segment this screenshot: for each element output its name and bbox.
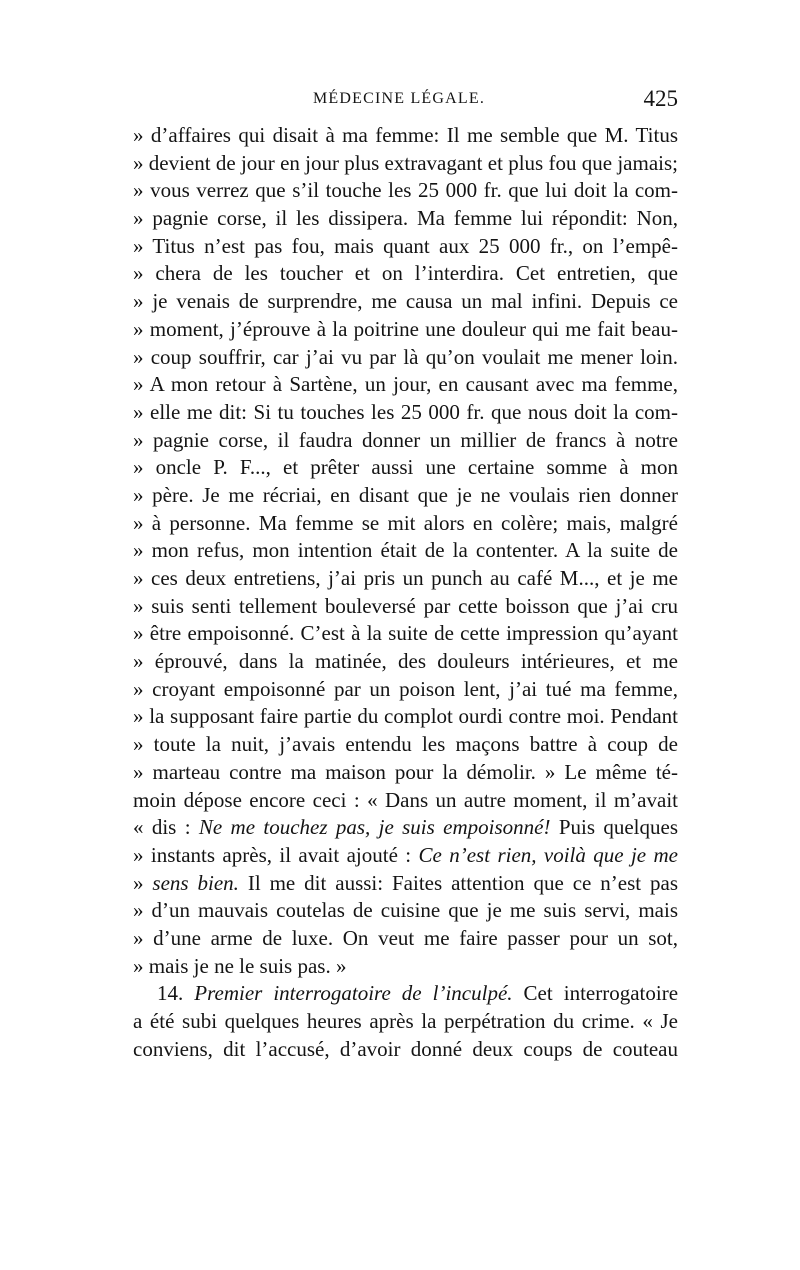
text-line [133, 260, 678, 288]
text-segment: a été subi quelques heures après la perpétration du crime. « Je [133, 1009, 678, 1033]
text-segment: » éprouvé, dans la matinée, des douleurs intérieures, et me [133, 649, 678, 674]
text-segment: » elle me dit: Si tu touches les 25 000 fr. que nous doit la com- [133, 399, 678, 424]
text-line [133, 150, 678, 178]
text-line [133, 510, 678, 538]
text-line [133, 205, 678, 233]
text-line [133, 1008, 678, 1036]
text-segment: » Titus n’est pas fou, mais quant aux 25 000 fr., on l’empê- [133, 233, 678, 258]
text-segment: » instants après, il avait ajouté : [133, 842, 419, 867]
text-segment: » coup souffrir, car j’ai vu par là qu’on voulait me mener loin. [133, 344, 678, 369]
text-line [133, 842, 678, 870]
text-segment: » suis senti tellement bouleversé par cette boisson que j’ai cru [133, 593, 678, 618]
text-segment: » être empoisonné. C’est à la suite de cette impression qu’ayant [133, 621, 678, 646]
text-segment: » [133, 870, 153, 895]
text-line [133, 1036, 678, 1064]
text-segment: » je venais de surprendre, me causa un mal infini. Depuis ce [133, 289, 678, 314]
italic-text: Premier interrogatoire de l’inculpé. [194, 981, 513, 1006]
text-segment: Cet interrogatoire [512, 981, 679, 1006]
text-segment: Puis quelques [550, 815, 678, 840]
text-segment: » mon refus, mon intention était de la contenter. A la suite de [133, 538, 678, 563]
text-segment: » la supposant faire partie du complot ourdi contre moi. Pendant [133, 704, 678, 729]
text-line [133, 620, 678, 648]
text-line [133, 454, 678, 482]
text-segment: » ces deux entretiens, j’ai pris un punch au café M..., et je me [133, 566, 678, 590]
text-segment: » oncle P. F..., et prêter aussi une certaine somme à mon [133, 455, 678, 480]
text-line [133, 122, 678, 150]
italic-text: Ce n’est rien, voilà que je me [418, 842, 678, 867]
text-segment: » mais je ne le suis pas. » [133, 953, 347, 978]
text-segment: » marteau contre ma maison pour la démolir. » Le même té- [133, 759, 678, 784]
text-segment: » père. Je me récriai, en disant que je ne voulais rien donner [133, 482, 678, 507]
running-title: MÉDECINE LÉGALE. [313, 90, 486, 107]
text-line [133, 980, 678, 1008]
text-segment: » moment, j’éprouve à la poitrine une douleur qui me fait beau- [133, 316, 678, 341]
text-segment: » devient de jour en jour plus extravagant et plus fou que jamais; [133, 150, 678, 175]
text-line [133, 953, 678, 981]
text-segment: moin dépose encore ceci : « Dans un autre moment, il m’avait [133, 787, 678, 812]
text-segment: » vous verrez que s’il touche les 25 000 fr. que lui doit la com- [133, 178, 678, 203]
text-line [133, 233, 678, 261]
text-line [133, 731, 678, 759]
text-line [133, 288, 678, 316]
text-line [133, 482, 678, 510]
text-line [133, 565, 678, 593]
text-segment: » pagnie corse, il faudra donner un millier de francs à notre [133, 427, 678, 452]
text-line [133, 814, 678, 842]
text-segment: » A mon retour à Sartène, un jour, en causant avec ma femme, [133, 372, 678, 397]
text-segment: » croyant empoisonné par un poison lent, j’ai tué ma femme, [133, 676, 678, 701]
text-segment: » d’un mauvais coutelas de cuisine que je me suis servi, mais [133, 898, 678, 923]
text-line [133, 399, 678, 427]
text-line [133, 703, 678, 731]
text-segment: 14. [157, 981, 195, 1006]
text-segment: Il me dit aussi: Faites attention que ce n’est pas [238, 870, 679, 895]
page-number: 425 [643, 86, 678, 111]
text-line [133, 537, 678, 565]
text-segment: » à personne. Ma femme se mit alors en colère; mais, malgré [133, 510, 678, 535]
text-segment: » d’une arme de luxe. On veut me faire passer pour un sot, [133, 925, 678, 950]
text-line [133, 177, 678, 205]
text-line [133, 316, 678, 344]
text-line [133, 925, 678, 953]
text-line [133, 344, 678, 372]
text-line [133, 371, 678, 399]
text-segment: » chera de les toucher et on l’interdira. Cet entretien, que [133, 261, 678, 286]
text-segment: conviens, dit l’accusé, d’avoir donné deux coups de couteau [133, 1036, 678, 1061]
page-header [133, 88, 678, 118]
text-segment: » toute la nuit, j’avais entendu les maçons battre à coup de [133, 732, 678, 757]
text-line [133, 676, 678, 704]
text-line [133, 593, 678, 621]
text-line [133, 897, 678, 925]
text-line [133, 648, 678, 676]
text-line [133, 759, 678, 787]
text-segment: « dis : [133, 815, 199, 840]
italic-text: Ne me touchez pas, je suis empoisonné! [198, 815, 551, 840]
text-line [133, 870, 678, 898]
text-line [133, 787, 678, 815]
text-segment: » pagnie corse, il les dissipera. Ma femme lui répondit: Non, [133, 206, 678, 231]
italic-text: sens bien. [152, 870, 239, 895]
text-line [133, 427, 678, 455]
body-text [133, 122, 678, 1063]
text-segment: » d’affaires qui disait à ma femme: Il me semble que M. Titus [133, 123, 678, 147]
